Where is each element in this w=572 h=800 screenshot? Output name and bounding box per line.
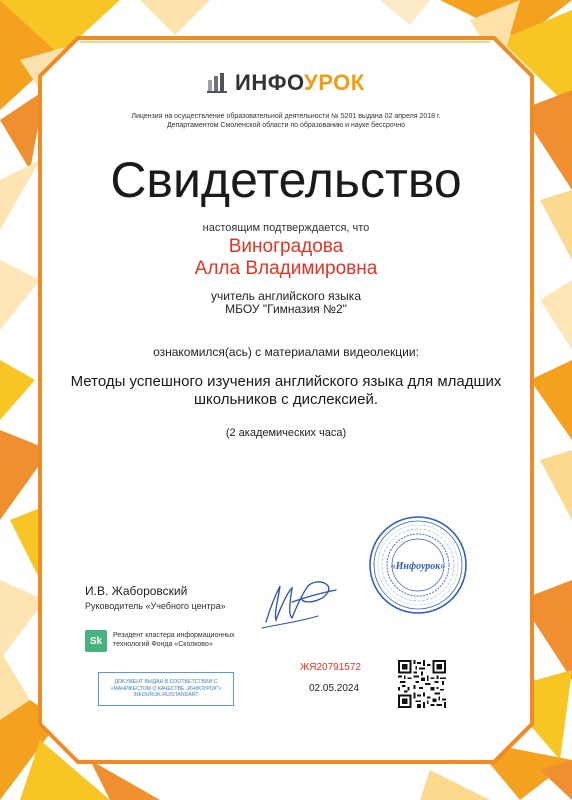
acquainted-text: ознакомился(ась) с материалами видеолекции:	[153, 345, 419, 359]
skolkovo-line-2: технологий Фонда «Сколково»	[113, 641, 213, 648]
notice-line-3: INFOUROK.RU/STANDART	[133, 692, 199, 699]
document-number: ЖЯ20791572	[300, 662, 361, 673]
recipient-name	[60, 236, 512, 280]
license-text	[80, 112, 492, 130]
stamp-center-text: «Инфоурок»	[390, 561, 446, 572]
license-line-1: Лицензия на осуществление образовательной деятельности № 5201 выдана 02 апреля 2018 г.	[131, 113, 441, 120]
recipient-position	[80, 290, 492, 316]
recipient-role: учитель английского языка	[211, 289, 361, 303]
certificate-title: Свидетельство	[110, 152, 462, 208]
signer-name: И.В. Жаборовский	[85, 584, 188, 598]
hours-text: (2 академических часа)	[225, 427, 347, 439]
qr-code	[398, 660, 446, 708]
notice-line-2: «МАНИФЕСТОМ О КАЧЕСТВЕ „ИНФОУРОК"»	[110, 685, 222, 692]
recipient-given-name: Алла Владимировна	[194, 258, 378, 279]
skolkovo-text	[113, 631, 263, 649]
organization-stamp	[368, 515, 468, 615]
infourok-logo	[207, 70, 365, 96]
document-date: 02.05.2024	[309, 683, 360, 694]
skolkovo-badge: Sk	[85, 630, 107, 652]
quality-manifest-notice	[98, 672, 234, 706]
recipient-school: МБОУ "Гимназия №2"	[225, 302, 347, 316]
signer-role: Руководитель «Учебного центра»	[85, 601, 226, 611]
logo-part-urok: УРОК	[304, 70, 365, 95]
recipient-surname: Виноградова	[228, 236, 344, 257]
skolkovo-line-1: Резидент кластера информационных	[113, 632, 235, 639]
lecture-title-line-1: Методы успешного изучения английского языка для младших	[70, 373, 502, 390]
lecture-title-line-2: школьников с дислексией.	[193, 391, 379, 408]
infourok-logo-icon	[207, 72, 229, 94]
confirm-text: настоящим подтверждается, что	[202, 222, 370, 234]
notice-line-1: ДОКУМЕНТ ВЫДАН В СООТВЕТСТВИИ С	[114, 679, 218, 686]
signature-image	[258, 572, 342, 634]
license-line-2: Департаментом Смоленской области по образованию и науке бессрочно	[166, 122, 406, 129]
lecture-title	[50, 373, 522, 409]
logo-wordmark	[235, 70, 365, 96]
logo-part-info: ИНФО	[235, 70, 305, 95]
